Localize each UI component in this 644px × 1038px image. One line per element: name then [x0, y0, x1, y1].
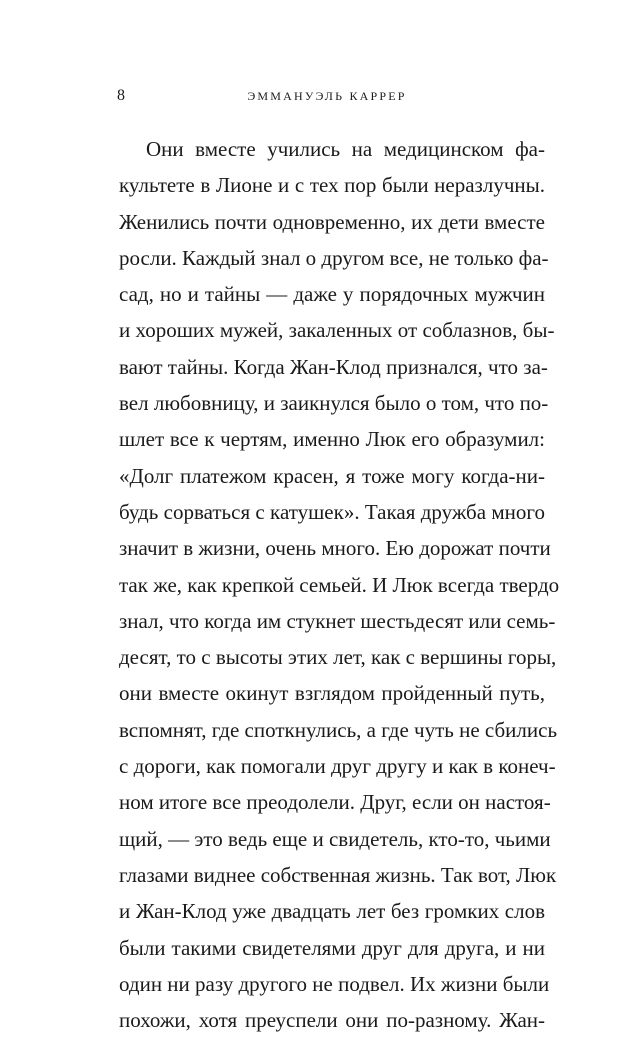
text-line: они вместе окинут взглядом пройденный путь,	[119, 681, 545, 706]
text-line: похожи, хотя преуспели они по-разному. Жан-	[119, 1008, 545, 1033]
text-line: ном итоге все преодолели. Друг, если он настоя-	[119, 790, 551, 815]
text-line: вают тайны. Когда Жан-Клод признался, что за-	[119, 354, 548, 379]
text-line: с дороги, как помогали друг другу и как в конеч-	[119, 754, 556, 779]
body-text	[119, 131, 560, 1038]
text-line: знал, что когда им стукнет шестьдесят или семь-	[119, 608, 556, 633]
text-line: Они вместе учились на медицинском фа-	[146, 137, 545, 161]
text-line: так же, как крепкой семьей. И Люк всегда твердо	[119, 572, 560, 597]
text-line: и хороших мужей, закаленных от соблазнов, бы-	[119, 318, 555, 343]
text-line: глазами виднее собственная жизнь. Так вот, Люк	[119, 862, 557, 887]
text-line: вспомнят, где споткнулись, а где чуть не сбились	[119, 717, 558, 742]
text-line: десят, то с высоты этих лет, как с вершины горы,	[119, 645, 557, 670]
text-line: будь сорваться с катушек». Такая дружба много	[119, 499, 545, 524]
page-number: 8	[117, 87, 125, 104]
text-line: сад, но и тайны — даже у порядочных мужчин	[119, 282, 545, 307]
text-line: росли. Каждый знал о другом все, не только фа-	[119, 245, 549, 270]
text-line: Женились почти одновременно, их дети вместе	[119, 209, 545, 234]
text-line: были такими свидетелями друг для друга, и ни	[119, 935, 545, 960]
text-line: шлет все к чертям, именно Люк его образумил:	[119, 427, 545, 452]
text-line: один ни разу другого не подвел. Их жизни были	[119, 971, 550, 996]
running-title: ЭММАНУЭЛЬ КАРРЕР	[247, 89, 407, 103]
text-line: вел любовницу, и заикнулся было о том, что по-	[119, 391, 549, 416]
text-line: значит в жизни, очень много. Ею дорожат почти	[119, 536, 551, 561]
text-line: и Жан-Клод уже двадцать лет без громких слов	[119, 899, 545, 924]
text-line: щий, — это ведь еще и свидетель, кто-то, чьими	[119, 826, 551, 851]
text-line: «Долг платежом красен, я тоже могу когда-ни-	[119, 463, 545, 488]
text-line: культете в Лионе и с тех пор были неразлучны.	[119, 173, 545, 198]
